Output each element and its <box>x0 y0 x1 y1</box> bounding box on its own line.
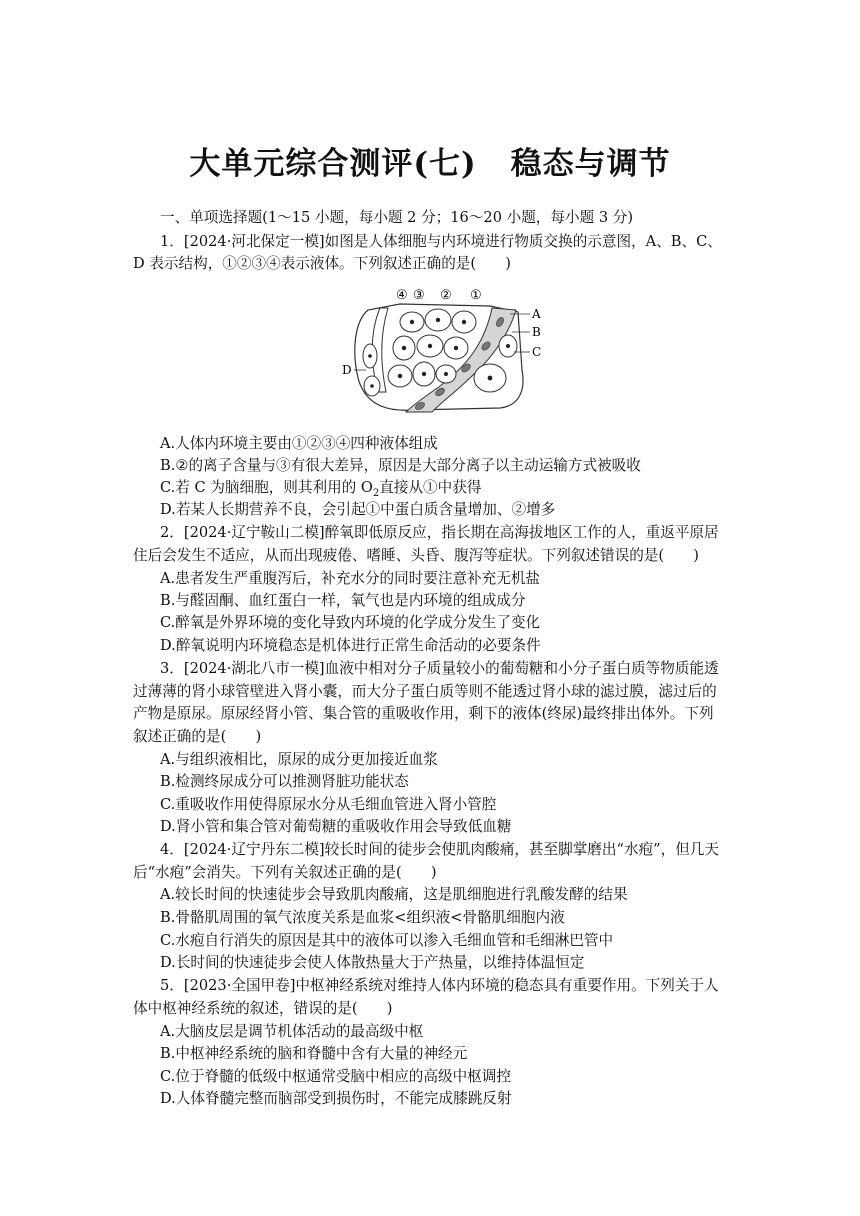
page-title <box>0 138 860 183</box>
q5-option-d: D.人体脊髓完整而脑部受到损伤时，不能完成膝跳反射 <box>160 1090 512 1107</box>
q5-option-c: C.位于脊髓的低级中枢通常受脑中相应的高级中枢调控 <box>160 1068 511 1085</box>
fig-label-1: ① <box>470 288 482 303</box>
title-main: 大单元综合测评(七) <box>189 146 477 182</box>
fig-label-d: D <box>342 363 352 377</box>
q1-stem-line1: 1．[2024·河北保定一模]如图是人体细胞与内环境进行物质交换的示意图，A、B、C、 <box>160 233 722 250</box>
q5-stem-line1: 5．[2023·全国甲卷]中枢神经系统对维持人体内环境的稳态具有重要作用。下列关于人 <box>160 977 719 994</box>
q1-option-c: C.若 C 为脑细胞，则其利用的 $O_2$直接从①中获得 <box>160 479 482 499</box>
q4-stem-line1: 4．[2024·辽宁丹东二模]较长时间的徒步会使肌肉酸痛，甚至脚掌磨出“水疱”，但几天 <box>160 841 719 858</box>
q2-stem-line2: 住后会发生不适应，从而出现疲倦、嗜睡、头昏、腹泻等症状。下列叙述错误的是( ) <box>133 547 699 564</box>
section-heading: 一、单项选择题(1～15 小题，每小题 2 分；16～20 小题，每小题 3 分) <box>160 209 634 226</box>
q3-option-a: A.与组织液相比，原尿的成分更加接近血浆 <box>160 751 438 768</box>
q2-option-b: B.与醛固酮、血红蛋白一样，氧气也是内环境的组成成分 <box>160 592 526 609</box>
q4-option-a: A.较长时间的快速徒步会导致肌肉酸痛，这是肌细胞进行乳酸发酵的结果 <box>160 886 628 903</box>
q1-option-b: B.②的离子含量与③有很大差异，原因是大部分离子以主动运输方式被吸收 <box>160 457 641 474</box>
q3-option-d: D.肾小管和集合管对葡萄糖的重吸收作用会导致低血糖 <box>160 818 512 835</box>
q3-stem-line2: 过薄薄的肾小球管壁进入肾小囊，而大分子蛋白质等则不能透过肾小球的滤过膜，滤过后的 <box>133 683 717 700</box>
q3-option-b: B.检测终尿成分可以推测肾脏功能状态 <box>160 773 409 790</box>
q4-option-d: D.长时间的快速徒步会使人体散热量大于产热量，以维持体温恒定 <box>160 954 585 971</box>
q2-stem-line1: 2．[2024·辽宁鞍山二模]醉氧即低原反应，指长期在高海拔地区工作的人，重返平原居 <box>160 524 719 541</box>
fig-label-3: ③ <box>413 288 425 303</box>
q1-option-d: D.若某人长期营养不良，会引起①中蛋白质含量增加、②增多 <box>160 501 556 518</box>
q4-option-c: C.水疱自行消失的原因是其中的液体可以渗入毛细血管和毛细淋巴管中 <box>160 932 614 949</box>
fig-label-b: B <box>532 325 541 339</box>
fig-label-c: C <box>532 345 542 359</box>
title-sub: 稳态与调节 <box>510 146 671 182</box>
q3-stem-line4: 叙述正确的是( ) <box>133 728 262 745</box>
q5-option-b: B.中枢神经系统的脑和脊髓中含有大量的神经元 <box>160 1045 468 1062</box>
q2-option-c: C.醉氧是外界环境的变化导致内环境的化学成分发生了变化 <box>160 614 541 631</box>
q1-stem-line2: D 表示结构，①②③④表示液体。下列叙述正确的是( ) <box>133 255 511 272</box>
q1-option-a: A.人体内环境主要由①②③④四种液体组成 <box>160 435 438 452</box>
q3-stem-line1: 3．[2024·湖北八市一模]血液中相对分子质量较小的葡萄糖和小分子蛋白质等物质能透 <box>160 660 719 677</box>
q2-option-a: A.患者发生严重腹泻后，补充水分的同时要注意补充无机盐 <box>160 570 541 587</box>
q3-option-c: C.重吸收作用使得原尿水分从毛细血管进入肾小管腔 <box>160 796 497 813</box>
fig-label-4: ④ <box>396 288 408 303</box>
tissue-exchange-diagram <box>340 282 550 417</box>
q2-option-d: D.醉氧说明内环境稳态是机体进行正常生命活动的必要条件 <box>160 637 541 654</box>
fig-label-a: A <box>532 307 541 321</box>
fig-label-2: ② <box>440 288 452 303</box>
q5-stem-line2: 体中枢神经系统的叙述，错误的是( ) <box>133 1000 393 1017</box>
q4-option-b: B.骨骼肌周围的氧气浓度关系是血浆<组织液<骨骼肌细胞内液 <box>160 909 565 926</box>
q5-option-a: A.大脑皮层是调节机体活动的最高级中枢 <box>160 1023 424 1040</box>
q4-stem-line2: 后“水疱”会消失。下列有关叙述正确的是( ) <box>133 864 437 881</box>
q3-stem-line3: 产物是原尿。原尿经肾小管、集合管的重吸收作用，剩下的液体(终尿)最终排出体外。下列 <box>133 705 714 722</box>
